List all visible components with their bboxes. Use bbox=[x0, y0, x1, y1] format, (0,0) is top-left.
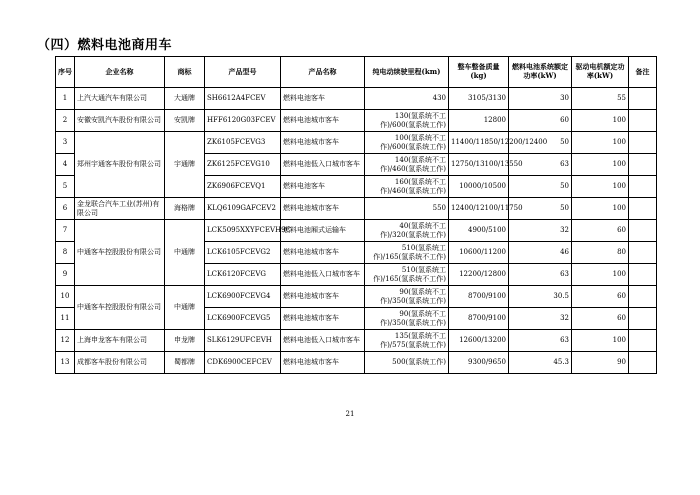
cell-fc-power: 60 bbox=[509, 110, 572, 132]
cell-mass: 8700/9100 bbox=[449, 308, 509, 330]
cell-no: 13 bbox=[56, 352, 75, 374]
cell-note bbox=[629, 88, 657, 110]
cell-range: 140(氢系统不工作)/460(氢系统工作) bbox=[365, 154, 449, 176]
table-row bbox=[56, 132, 657, 154]
cell-company: 上海申龙客车有限公司 bbox=[75, 330, 165, 352]
cell-fc-power: 63 bbox=[509, 264, 572, 286]
vehicle-catalog-table bbox=[55, 56, 657, 374]
cell-product-name: 燃料电池城市客车 bbox=[281, 198, 365, 220]
cell-mass: 12200/12800 bbox=[449, 264, 509, 286]
cell-brand: 宇通牌 bbox=[165, 132, 205, 198]
cell-note bbox=[629, 154, 657, 176]
header-product-name: 产品名称 bbox=[281, 57, 365, 88]
header-brand: 商标 bbox=[165, 57, 205, 88]
page-number: 21 bbox=[345, 410, 355, 418]
table-row bbox=[56, 198, 657, 220]
cell-mass: 9300/9650 bbox=[449, 352, 509, 374]
cell-model: HFF6120G03FCEV bbox=[205, 110, 281, 132]
cell-company: 成都客车股份有限公司 bbox=[75, 352, 165, 374]
cell-model: ZK6906FCEVQ1 bbox=[205, 176, 281, 198]
cell-note bbox=[629, 308, 657, 330]
cell-fc-power: 46 bbox=[509, 242, 572, 264]
cell-fc-power: 50 bbox=[509, 198, 572, 220]
cell-model: LCK6900FCEVG4 bbox=[205, 286, 281, 308]
cell-no: 2 bbox=[56, 110, 75, 132]
cell-motor-power: 100 bbox=[572, 176, 629, 198]
cell-product-name: 燃料电池城市客车 bbox=[281, 286, 365, 308]
cell-motor-power: 80 bbox=[572, 242, 629, 264]
cell-no: 3 bbox=[56, 132, 75, 154]
cell-motor-power: 100 bbox=[572, 198, 629, 220]
cell-fc-power: 32 bbox=[509, 220, 572, 242]
cell-product-name: 燃料电池城市客车 bbox=[281, 308, 365, 330]
cell-range: 550 bbox=[365, 198, 449, 220]
cell-fc-power: 63 bbox=[509, 330, 572, 352]
cell-range: 430 bbox=[365, 88, 449, 110]
cell-company: 郑州宇通客车股份有限公司 bbox=[75, 132, 165, 198]
cell-brand: 申龙牌 bbox=[165, 330, 205, 352]
cell-range: 500(氢系统工作) bbox=[365, 352, 449, 374]
cell-motor-power: 60 bbox=[572, 308, 629, 330]
cell-motor-power: 60 bbox=[572, 286, 629, 308]
cell-motor-power: 55 bbox=[572, 88, 629, 110]
cell-motor-power: 100 bbox=[572, 132, 629, 154]
cell-motor-power: 100 bbox=[572, 330, 629, 352]
header-note: 备注 bbox=[629, 57, 657, 88]
cell-product-name: 燃料电池客车 bbox=[281, 176, 365, 198]
cell-model: LCK6105FCEVG2 bbox=[205, 242, 281, 264]
cell-model: CDK6900CEFCEV bbox=[205, 352, 281, 374]
cell-model: ZK6105FCEVG3 bbox=[205, 132, 281, 154]
cell-brand: 中通牌 bbox=[165, 286, 205, 330]
cell-company: 中通客车控股股份有限公司 bbox=[75, 220, 165, 286]
cell-model: SH6612A4FCEV bbox=[205, 88, 281, 110]
cell-product-name: 燃料电池低入口城市客车 bbox=[281, 154, 365, 176]
cell-note bbox=[629, 110, 657, 132]
table-row bbox=[56, 330, 657, 352]
cell-note bbox=[629, 264, 657, 286]
cell-mass: 12400/12100/11750 bbox=[449, 198, 509, 220]
header-range: 纯电动续驶里程(km) bbox=[365, 57, 449, 88]
cell-fc-power: 50 bbox=[509, 132, 572, 154]
table-row bbox=[56, 220, 657, 242]
cell-fc-power: 45.3 bbox=[509, 352, 572, 374]
header-no: 序号 bbox=[56, 57, 75, 88]
cell-no: 10 bbox=[56, 286, 75, 308]
cell-mass: 4900/5100 bbox=[449, 220, 509, 242]
cell-company: 上汽大通汽车有限公司 bbox=[75, 88, 165, 110]
table-row bbox=[56, 110, 657, 132]
table-header-row bbox=[56, 57, 657, 88]
cell-mass: 12600/13200 bbox=[449, 330, 509, 352]
cell-product-name: 燃料电池城市客车 bbox=[281, 110, 365, 132]
cell-model: KLQ6109GAFCEV2 bbox=[205, 198, 281, 220]
cell-fc-power: 30 bbox=[509, 88, 572, 110]
cell-motor-power: 100 bbox=[572, 264, 629, 286]
cell-mass: 11400/11850/12200/12400 bbox=[449, 132, 509, 154]
cell-range: 90(氢系统不工作)/350(氢系统工作) bbox=[365, 308, 449, 330]
cell-company: 安徽安凯汽车股份有限公司 bbox=[75, 110, 165, 132]
cell-fc-power: 30.5 bbox=[509, 286, 572, 308]
cell-product-name: 燃料电池城市客车 bbox=[281, 242, 365, 264]
cell-model: ZK6125FCEVG10 bbox=[205, 154, 281, 176]
header-motor-power: 驱动电机额定功率(kW) bbox=[572, 57, 629, 88]
header-model: 产品型号 bbox=[205, 57, 281, 88]
cell-brand: 海格牌 bbox=[165, 198, 205, 220]
cell-fc-power: 50 bbox=[509, 176, 572, 198]
cell-company: 中通客车控股股份有限公司 bbox=[75, 286, 165, 330]
cell-no: 6 bbox=[56, 198, 75, 220]
cell-brand: 蜀都牌 bbox=[165, 352, 205, 374]
cell-motor-power: 100 bbox=[572, 154, 629, 176]
cell-product-name: 燃料电池低入口城市客车 bbox=[281, 330, 365, 352]
cell-no: 7 bbox=[56, 220, 75, 242]
cell-motor-power: 60 bbox=[572, 220, 629, 242]
cell-no: 8 bbox=[56, 242, 75, 264]
cell-no: 4 bbox=[56, 154, 75, 176]
cell-note bbox=[629, 198, 657, 220]
cell-no: 1 bbox=[56, 88, 75, 110]
cell-brand: 大通牌 bbox=[165, 88, 205, 110]
cell-no: 11 bbox=[56, 308, 75, 330]
cell-product-name: 燃料电池城市客车 bbox=[281, 352, 365, 374]
cell-product-name: 燃料电池厢式运输车 bbox=[281, 220, 365, 242]
table-row bbox=[56, 88, 657, 110]
cell-range: 130(氢系统不工作)/600(氢系统工作) bbox=[365, 110, 449, 132]
header-company: 企业名称 bbox=[75, 57, 165, 88]
cell-fc-power: 32 bbox=[509, 308, 572, 330]
cell-mass: 8700/9100 bbox=[449, 286, 509, 308]
cell-range: 160(氢系统不工作)/460(氢系统工作) bbox=[365, 176, 449, 198]
cell-no: 5 bbox=[56, 176, 75, 198]
cell-fc-power: 63 bbox=[509, 154, 572, 176]
cell-no: 9 bbox=[56, 264, 75, 286]
cell-note bbox=[629, 352, 657, 374]
cell-model: LCK6900FCEVG5 bbox=[205, 308, 281, 330]
table-row bbox=[56, 352, 657, 374]
cell-model: LCK5095XXYFCEVH9C bbox=[205, 220, 281, 242]
section-title: （四）燃料电池商用车 bbox=[37, 38, 173, 53]
cell-range: 40(氢系统不工作)/320(氢系统工作) bbox=[365, 220, 449, 242]
cell-note bbox=[629, 286, 657, 308]
cell-note bbox=[629, 242, 657, 264]
cell-product-name: 燃料电池城市客车 bbox=[281, 132, 365, 154]
cell-mass: 10600/11200 bbox=[449, 242, 509, 264]
cell-note bbox=[629, 330, 657, 352]
cell-mass: 3105/3130 bbox=[449, 88, 509, 110]
cell-note bbox=[629, 220, 657, 242]
cell-motor-power: 90 bbox=[572, 352, 629, 374]
cell-range: 135(氢系统不工作)/575(氢系统工作) bbox=[365, 330, 449, 352]
cell-range: 510(氢系统工作)/165(氢系统不工作) bbox=[365, 264, 449, 286]
cell-model: SLK6129UFCEVH bbox=[205, 330, 281, 352]
header-mass: 整车整备质量(kg) bbox=[449, 57, 509, 88]
cell-model: LCK6120FCEVG bbox=[205, 264, 281, 286]
cell-mass: 12750/13100/13550 bbox=[449, 154, 509, 176]
cell-range: 510(氢系统工作)/165(氢系统不工作) bbox=[365, 242, 449, 264]
header-fc-power: 燃料电池系统额定功率(kW) bbox=[509, 57, 572, 88]
cell-product-name: 燃料电池客车 bbox=[281, 88, 365, 110]
cell-mass: 10000/10500 bbox=[449, 176, 509, 198]
cell-brand: 安凯牌 bbox=[165, 110, 205, 132]
cell-note bbox=[629, 176, 657, 198]
table-row bbox=[56, 286, 657, 308]
cell-company: 金龙联合汽车工业(苏州)有限公司 bbox=[75, 198, 165, 220]
cell-no: 12 bbox=[56, 330, 75, 352]
cell-mass: 12800 bbox=[449, 110, 509, 132]
cell-range: 100(氢系统不工作)/600(氢系统工作) bbox=[365, 132, 449, 154]
cell-motor-power: 100 bbox=[572, 110, 629, 132]
cell-note bbox=[629, 132, 657, 154]
cell-brand: 中通牌 bbox=[165, 220, 205, 286]
cell-range: 90(氢系统不工作)/350(氢系统工作) bbox=[365, 286, 449, 308]
cell-product-name: 燃料电池低入口城市客车 bbox=[281, 264, 365, 286]
